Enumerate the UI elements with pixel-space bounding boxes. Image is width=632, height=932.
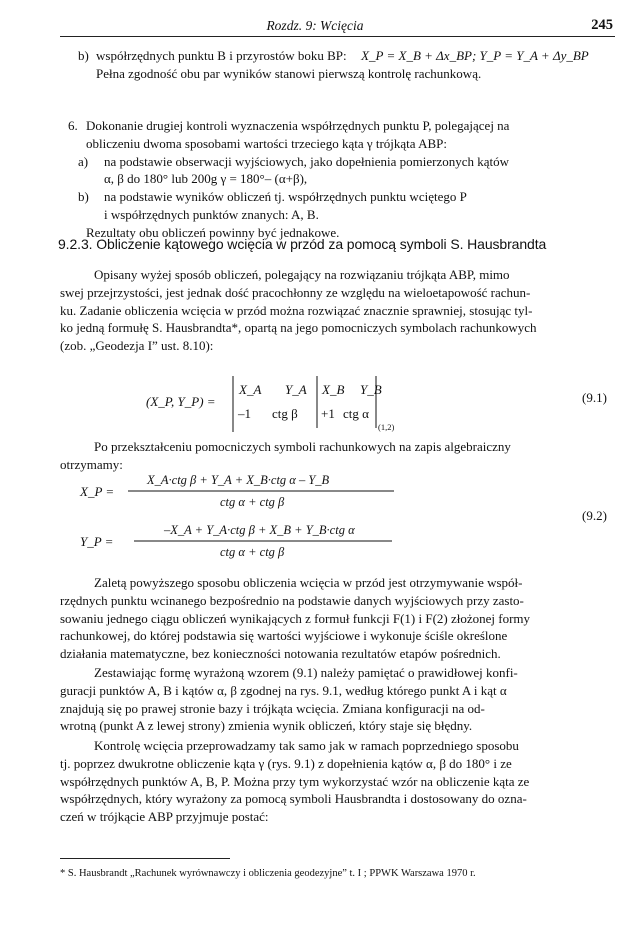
matrix-cell: X_A <box>239 382 262 397</box>
paragraph-1 <box>60 266 615 355</box>
list-text: współrzędnych punktu B i przyrostów boku BP: <box>96 48 347 63</box>
fraction-denominator: ctg α + ctg β <box>220 495 285 509</box>
section-title: Obliczenie kątowego wcięcia w przód za pomocą symboli S. Hausbrandta <box>96 236 547 252</box>
text-line: znajdują się po prawej stronie bazy i trójkąta wcięcia. Zmiana konfiguracji na od- <box>60 700 485 716</box>
matrix-cell: ctg β <box>272 406 298 421</box>
equation-lhs: Y_P = <box>80 534 114 549</box>
list-item-6 <box>60 117 615 242</box>
text-line: swej przejrzystości, jest jednak dość pracochłonny ze względu na wieloetapowość rachun- <box>60 284 531 300</box>
running-header <box>60 18 615 37</box>
matrix-cell: Y_B <box>360 382 382 397</box>
paragraph-3 <box>60 574 615 663</box>
sub-item-b <box>60 188 615 224</box>
footnote-divider <box>60 858 230 859</box>
text-line: wrotną (punkt A z lewej strony) zmienia wynik obliczeń, który staje się błędny. <box>60 718 473 734</box>
list-text: obliczeniu dwoma sposobami wartości trzeciego kąta γ trójkąta ABP: <box>86 135 447 151</box>
text-line: Zaletą powyższego sposobu obliczenia wcięcia w przód jest otrzymywanie współ- <box>94 575 523 590</box>
list-text: na podstawie wyników obliczeń tj. współrzędnych punktu wciętego P <box>104 189 467 205</box>
section-heading <box>58 236 618 252</box>
list-label: a) <box>78 153 89 169</box>
section-number: 9.2.3. <box>58 236 93 252</box>
list-text: Dokonanie drugiej kontroli wyznaczenia współrzędnych punktu P, polegającej na <box>86 118 510 133</box>
matrix-cell: +1 <box>321 406 335 421</box>
text-line: Zestawiając formę wyrażoną wzorem (9.1) należy pamiętać o prawidłowej konfi- <box>94 665 518 680</box>
text-line: rzędnych punktu wcinanego bezpośrednio na podstawie danych wyjściowych przy zasto- <box>60 592 524 608</box>
text-line: sowaniu jednego ciągu obliczeń wynikających z formuł funkcji F(1) i F(2) złożonej formy <box>60 610 531 626</box>
equation-lhs: X_P = <box>80 484 115 499</box>
text-line: ko jedną formułę S. Hausbrandta*, opartą na jego pomocniczych symbolach rachunkowych <box>60 320 537 336</box>
text-line: ku. Zadanie obliczenia wcięcia w przód można rozwiązać znacznie sprawniej, stosując tyl- <box>60 302 533 318</box>
equation-number: (9.1) <box>582 390 607 405</box>
paragraph-2 <box>60 438 615 474</box>
fraction-numerator: X_A·ctg β + Y_A + X_B·ctg α – Y_B <box>147 473 330 487</box>
equation-9-1 <box>60 372 615 440</box>
matrix-cell: X_B <box>322 382 345 397</box>
equation-9-2 <box>60 470 615 566</box>
fraction-denominator: ctg α + ctg β <box>220 545 285 559</box>
result-text: Rezultaty obu obliczeń powinny być jednakowe. <box>86 224 340 240</box>
text-line: (zob. „Geodezja I” ust. 8.10): <box>60 338 214 354</box>
equation-number: (9.2) <box>582 508 607 523</box>
list-label: b) <box>78 48 89 63</box>
formula: X_P = X_B + Δx_BP; Y_P = Y_A + Δy_BP <box>361 48 589 63</box>
fraction-numerator: –X_A + Y_A·ctg β + X_B + Y_B·ctg α <box>164 523 355 537</box>
list-text: na podstawie obserwacji wyjściowych, jako dopełnienia pomierzonych kątów <box>104 153 510 169</box>
text-line: tj. poprzez dwukrotne obliczenie kąta γ (rys. 9.1) z dopełnienia kątów α, β do 180° i ze <box>60 755 512 771</box>
list-label: 6. <box>68 118 78 133</box>
list-text: i współrzędnych punktów znanych: A, B. <box>104 206 319 222</box>
text-line: Po przekształceniu pomocniczych symboli rachunkowych na zapis algebraiczny <box>94 439 511 454</box>
text-line: czeń w trójkącie ABP przyjmuje postać: <box>60 809 269 825</box>
sub-item-a <box>60 153 615 189</box>
equation-lhs: (X_P, Y_P) = <box>146 394 216 409</box>
footnote: * S. Hausbrandt „Rachunek wyrównawczy i obliczenia geodezyjne” t. I ; PPWK Warszawa 1970 r. <box>60 868 476 879</box>
text-line: Kontrolę wcięcia przeprowadzamy tak samo jak w ramach poprzedniego sposobu <box>94 738 519 753</box>
list-text: Pełna zgodność obu par wyników stanowi pierwszą kontrolę rachunkową. <box>96 65 482 81</box>
paragraph-5 <box>60 737 615 826</box>
paragraph-4 <box>60 664 615 735</box>
chapter-title: Rozdz. 9: Wcięcia <box>266 18 364 33</box>
list-item-b1 <box>60 47 615 83</box>
text-line: Opisany wyżej sposób obliczeń, polegający na rozwiązaniu trójkąta ABP, mimo <box>94 267 510 282</box>
text-line: rachunkowej, do której podstawia się wartości wyjściowe i wykonuje ściśle określone <box>60 628 508 644</box>
text-line: współrzędnych, który wyrażony za pomocą symboli Hausbrandta i dostosowany do ozna- <box>60 791 527 807</box>
text-line: współrzędnych punktów A, B, P. Można przy tym wykorzystać wzór na obliczenie kąta ze <box>60 773 530 789</box>
text-line: guracji punktów A, B i kątów α, β zgodnej na rys. 9.1, według którego punkt A i kąt α <box>60 682 507 698</box>
matrix-cell: ctg α <box>343 406 369 421</box>
matrix-cell: –1 <box>238 406 251 421</box>
page-number: 245 <box>591 17 613 33</box>
list-text: α, β do 180° lub 200g γ = 180°– (α+β), <box>104 171 308 187</box>
text-line: otrzymamy: <box>60 456 123 472</box>
matrix-cell: Y_A <box>285 382 307 397</box>
list-label: b) <box>78 189 89 205</box>
equation-subscript: (1,2) <box>378 422 395 432</box>
text-line: działania matematyczne, bez konieczności notowania rezultatów etapów pośrednich. <box>60 646 501 662</box>
